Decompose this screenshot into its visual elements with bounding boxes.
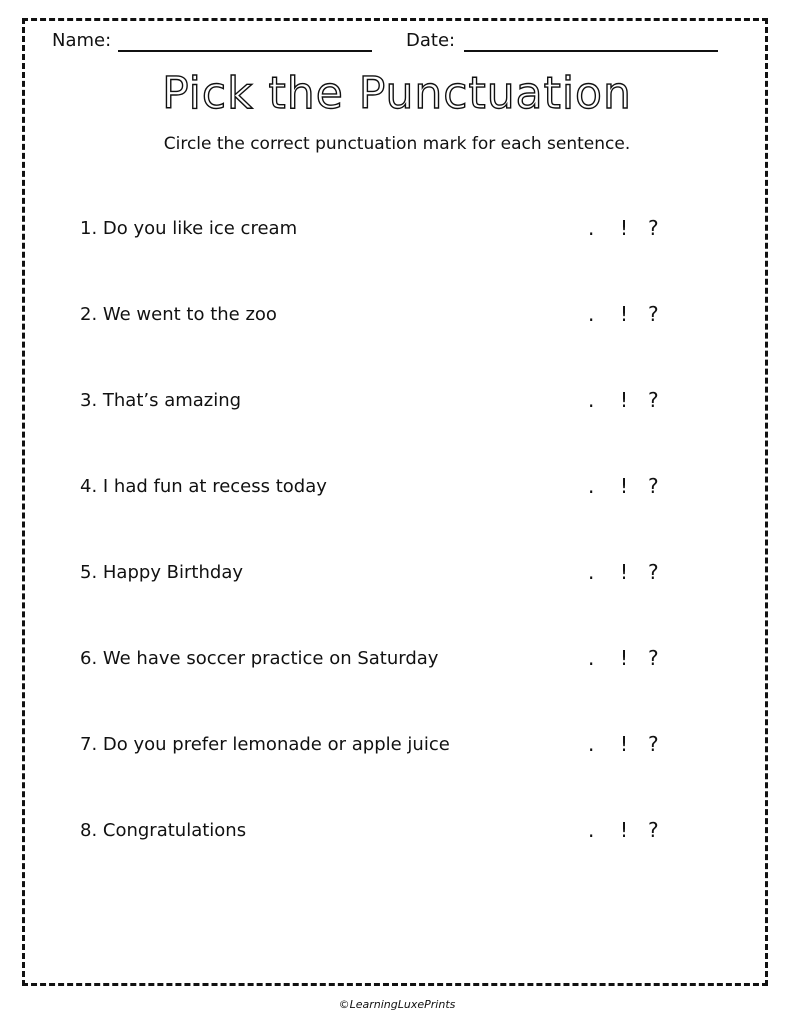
period-choice[interactable]: . <box>588 732 595 756</box>
sentence-text: 1. Do you like ice cream <box>80 218 298 239</box>
sentence-row <box>80 390 680 476</box>
sentence-row <box>80 218 680 304</box>
sentence-row <box>80 734 680 820</box>
period-choice[interactable]: . <box>588 474 595 498</box>
sentence-text: 8. Congratulations <box>80 820 247 841</box>
period-choice[interactable]: . <box>588 388 595 412</box>
sentence-text: 5. Happy Birthday <box>80 562 244 583</box>
punctuation-choices <box>588 302 668 328</box>
question-choice[interactable]: ? <box>648 302 659 326</box>
sentence-text: 3. That’s amazing <box>80 390 242 411</box>
exclamation-choice[interactable]: ! <box>620 302 629 326</box>
name-label: Name: <box>52 30 112 51</box>
header-row <box>52 30 732 58</box>
punctuation-choices <box>588 818 668 844</box>
sentence-text: 2. We went to the zoo <box>80 304 277 325</box>
exclamation-choice[interactable]: ! <box>620 646 629 670</box>
question-choice[interactable]: ? <box>648 732 659 756</box>
period-choice[interactable]: . <box>588 818 595 842</box>
exclamation-choice[interactable]: ! <box>620 732 629 756</box>
punctuation-choices <box>588 646 668 672</box>
instructions: Circle the correct punctuation mark for each sentence. <box>163 134 631 154</box>
sentence-row <box>80 820 680 906</box>
question-choice[interactable]: ? <box>648 474 659 498</box>
sentence-row <box>80 304 680 390</box>
question-choice[interactable]: ? <box>648 818 659 842</box>
period-choice[interactable]: . <box>588 560 595 584</box>
sentence-text: 6. We have soccer practice on Saturday <box>80 648 439 669</box>
exclamation-choice[interactable]: ! <box>620 474 629 498</box>
exclamation-choice[interactable]: ! <box>620 560 629 584</box>
punctuation-choices <box>588 560 668 586</box>
punctuation-choices <box>588 388 668 414</box>
sentence-row <box>80 562 680 648</box>
date-line <box>464 50 718 52</box>
sentence-text: 7. Do you prefer lemonade or apple juice <box>80 734 450 755</box>
period-choice[interactable]: . <box>588 216 595 240</box>
copyright-footer: ©LearningLuxePrints <box>338 998 456 1011</box>
page-title: Pick the Punctuation <box>162 68 632 119</box>
question-choice[interactable]: ? <box>648 388 659 412</box>
name-line <box>118 50 372 52</box>
punctuation-choices <box>588 732 668 758</box>
sentence-text: 4. I had fun at recess today <box>80 476 327 497</box>
question-choice[interactable]: ? <box>648 560 659 584</box>
exclamation-choice[interactable]: ! <box>620 388 629 412</box>
exclamation-choice[interactable]: ! <box>620 216 629 240</box>
sentence-row <box>80 476 680 562</box>
question-choice[interactable]: ? <box>648 646 659 670</box>
period-choice[interactable]: . <box>588 646 595 670</box>
exclamation-choice[interactable]: ! <box>620 818 629 842</box>
period-choice[interactable]: . <box>588 302 595 326</box>
sentence-row <box>80 648 680 734</box>
date-label: Date: <box>406 30 456 51</box>
sentence-list <box>80 218 680 906</box>
question-choice[interactable]: ? <box>648 216 659 240</box>
punctuation-choices <box>588 216 668 242</box>
punctuation-choices <box>588 474 668 500</box>
